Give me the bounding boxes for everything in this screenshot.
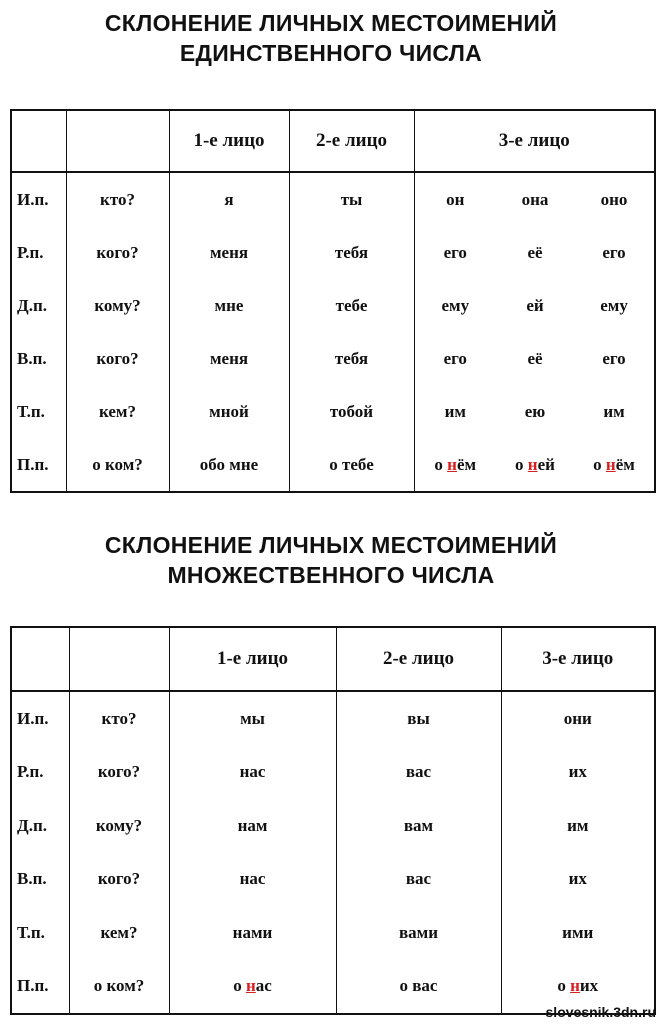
- case-label: Т.п.: [11, 385, 66, 438]
- case-label: В.п.: [11, 332, 66, 385]
- third-person-fem-form: ею: [524, 401, 546, 421]
- case-question: кем?: [66, 385, 169, 438]
- case-question: кого?: [69, 853, 169, 907]
- second-person-form: тобой: [289, 385, 414, 438]
- third-person-fem-form: [496, 438, 574, 492]
- second-person-form: вас: [336, 746, 501, 800]
- case-question: кому?: [69, 799, 169, 853]
- second-person-form: вы: [336, 691, 501, 746]
- table-row: [11, 799, 655, 853]
- third-person-fem-form: её: [527, 348, 543, 368]
- case-question: кого?: [66, 226, 169, 279]
- preposition: о: [233, 976, 246, 996]
- table-row: [11, 438, 655, 492]
- third-person-masc-form: его: [414, 226, 496, 279]
- second-person-form: вас: [336, 853, 501, 907]
- case-question: кем?: [69, 906, 169, 960]
- first-person-form: нас: [169, 746, 336, 800]
- case-label: В.п.: [11, 853, 69, 907]
- singular-title-line1: СКЛОНЕНИЕ ЛИЧНЫХ МЕСТОИМЕНИЙ: [104, 10, 558, 36]
- third-person-form: они: [501, 691, 655, 746]
- case-label: Д.п.: [11, 279, 66, 332]
- third-person-form: их: [501, 746, 655, 800]
- singular-header-row: [11, 110, 655, 172]
- second-person-form: тебе: [289, 279, 414, 332]
- first-person-form: [169, 960, 336, 1015]
- case-question: о ком?: [69, 960, 169, 1015]
- case-question: кого?: [66, 332, 169, 385]
- word-ending: ас: [255, 976, 272, 996]
- first-person-form: нами: [169, 906, 336, 960]
- header-first-person: 1-е лицо: [169, 110, 289, 172]
- case-label: Р.п.: [11, 226, 66, 279]
- plural-header-row: [11, 627, 655, 691]
- third-person-form: им: [501, 799, 655, 853]
- preposition: о: [515, 454, 528, 474]
- table-row: [11, 279, 655, 332]
- case-label: Р.п.: [11, 746, 69, 800]
- first-person-form: нас: [169, 853, 336, 907]
- first-person-form: я: [169, 172, 289, 226]
- case-question: кто?: [69, 691, 169, 746]
- case-label: Т.п.: [11, 906, 69, 960]
- table-row: [11, 226, 655, 279]
- third-person-masc-form: его: [414, 332, 496, 385]
- highlighted-letter: н: [245, 976, 256, 996]
- highlighted-letter: н: [527, 454, 538, 474]
- preposition: о: [434, 454, 448, 474]
- third-person-fem-form: она: [521, 189, 549, 209]
- case-label: И.п.: [11, 172, 66, 226]
- header-second-person: 2-е лицо: [336, 627, 501, 691]
- singular-table: [10, 109, 656, 493]
- plural-title-line1: СКЛОНЕНИЕ ЛИЧНЫХ МЕСТОИМЕНИЙ: [104, 532, 558, 558]
- table-row: [11, 906, 655, 960]
- header-third-person: 3-е лицо: [414, 110, 655, 172]
- first-person-form: мной: [169, 385, 289, 438]
- word-ending: ём: [456, 454, 477, 474]
- third-person-masc-form: [414, 438, 496, 492]
- table-row: [11, 746, 655, 800]
- preposition: о: [593, 454, 606, 474]
- highlighted-letter: н: [570, 976, 580, 996]
- header-empty-question: [69, 627, 169, 691]
- plural-title: [0, 530, 662, 590]
- third-person-fem-form: ей: [526, 295, 544, 315]
- header-empty-case: [11, 627, 69, 691]
- table-row: [11, 332, 655, 385]
- third-person-neut-form: ему: [574, 279, 655, 332]
- header-third-person: 3-е лицо: [501, 627, 655, 691]
- table-row: [11, 172, 655, 226]
- third-person-neut-form: его: [574, 332, 655, 385]
- site-watermark: slovesnik.3dn.ru: [545, 1004, 656, 1020]
- word-ending: их: [579, 976, 599, 996]
- header-second-person: 2-е лицо: [289, 110, 414, 172]
- preposition: о: [557, 976, 571, 996]
- third-person-masc-form: им: [414, 385, 496, 438]
- third-person-neut-form: [574, 438, 655, 492]
- case-label: П.п.: [11, 960, 69, 1015]
- highlighted-letter: н: [605, 454, 616, 474]
- case-question: кто?: [66, 172, 169, 226]
- third-person-form: ими: [501, 906, 655, 960]
- second-person-form: тебя: [289, 226, 414, 279]
- third-person-neut-form: оно: [574, 172, 655, 226]
- case-label: П.п.: [11, 438, 66, 492]
- case-label: Д.п.: [11, 799, 69, 853]
- case-question: кому?: [66, 279, 169, 332]
- case-question: кого?: [69, 746, 169, 800]
- table-row: [11, 853, 655, 907]
- third-person-form: их: [501, 853, 655, 907]
- word-ending: ём: [615, 454, 635, 474]
- case-label: И.п.: [11, 691, 69, 746]
- plural-table: [10, 626, 656, 1015]
- table-row: [11, 691, 655, 746]
- third-person-neut-form: им: [574, 385, 655, 438]
- singular-title: [0, 8, 662, 68]
- third-person-masc-form: он: [414, 172, 496, 226]
- singular-title-line2: ЕДИНСТВЕННОГО ЧИСЛА: [179, 40, 483, 66]
- first-person-form: мы: [169, 691, 336, 746]
- header-first-person: 1-е лицо: [169, 627, 336, 691]
- header-empty-question: [66, 110, 169, 172]
- second-person-form: тебя: [289, 332, 414, 385]
- first-person-form: меня: [169, 332, 289, 385]
- plural-title-line2: МНОЖЕСТВЕННОГО ЧИСЛА: [167, 562, 495, 588]
- first-person-form: нам: [169, 799, 336, 853]
- third-person-fem-form: её: [527, 242, 543, 262]
- table-row: [11, 385, 655, 438]
- header-empty-case: [11, 110, 66, 172]
- word-ending: ей: [537, 454, 555, 474]
- first-person-form: меня: [169, 226, 289, 279]
- first-person-form: обо мне: [169, 438, 289, 492]
- highlighted-letter: н: [447, 454, 457, 474]
- second-person-form: о вас: [336, 960, 501, 1015]
- third-person-masc-form: ему: [414, 279, 496, 332]
- case-question: о ком?: [66, 438, 169, 492]
- second-person-form: о тебе: [289, 438, 414, 492]
- first-person-form: мне: [169, 279, 289, 332]
- third-person-neut-form: его: [574, 226, 655, 279]
- second-person-form: ты: [289, 172, 414, 226]
- second-person-form: вам: [336, 799, 501, 853]
- second-person-form: вами: [336, 906, 501, 960]
